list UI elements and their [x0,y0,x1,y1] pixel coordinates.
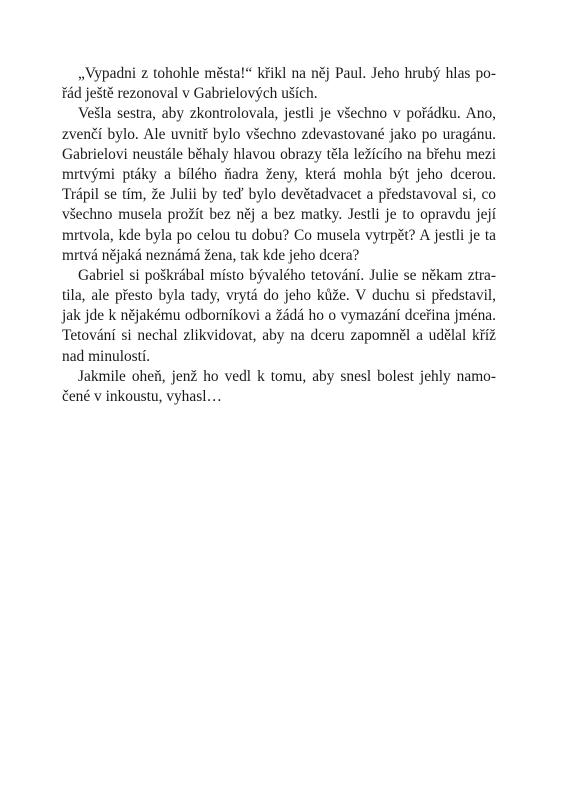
paragraph [62,367,496,407]
text-line: čené v inkoustu, vyhasl… [62,388,222,405]
text-line: Gabrielovi neustále běhaly hlavou obrazy těla ležícího na břehu mezi [62,145,496,163]
paragraph [62,104,496,266]
text-line: všechno musela prožít bez něj a bez matky. Jestli je to opravdu její [62,206,496,224]
text-line: mrtvá nějaká neznámá žena, tak kde jeho dcera? [62,246,360,264]
text-line: mrtvola, kde byla po celou tu dobu? Co musela vytrpět? A jestli je ta [62,226,496,244]
paragraph [62,266,496,367]
text-line: jak jde k nějakému odborníkovi a žádá ho o vymazání dceřina jména. [62,307,496,325]
text-line: tila, ale přesto byla tady, vrytá do jeho kůže. V duchu si představil, [62,287,496,305]
body-text [62,64,496,407]
text-line: Vešla sestra, aby zkontrolovala, jestli je všechno v pořádku. Ano, [78,105,496,123]
text-line: Trápil se tím, že Julii by teď bylo devětadvacet a představoval si, co [62,186,496,204]
text-line: mrtvými ptáky a bílého ňadra ženy, která mohla být jeho dcerou. [62,165,496,183]
text-line: Tetování si nechal zlikvidovat, aby na dceru zapomněl a udělal kříž [62,327,496,345]
paragraph [62,64,496,104]
text-line: nad minulostí. [62,347,151,365]
text-line: řád ještě rezonoval v Gabrielových uších. [62,85,318,103]
text-line: „Vypadni z tohohle města!“ křikl na něj Paul. Jeho hrubý hlas po- [78,65,496,82]
text-line: Gabriel si poškrábal místo bývalého tetování. Julie se někam ztra- [78,266,496,284]
text-line: zvenčí bylo. Ale uvnitř bylo všechno zdevastované jako po uragánu. [62,125,496,143]
text-line: Jakmile oheň, jenž ho vedl k tomu, aby snesl bolest jehly namo- [78,367,496,385]
